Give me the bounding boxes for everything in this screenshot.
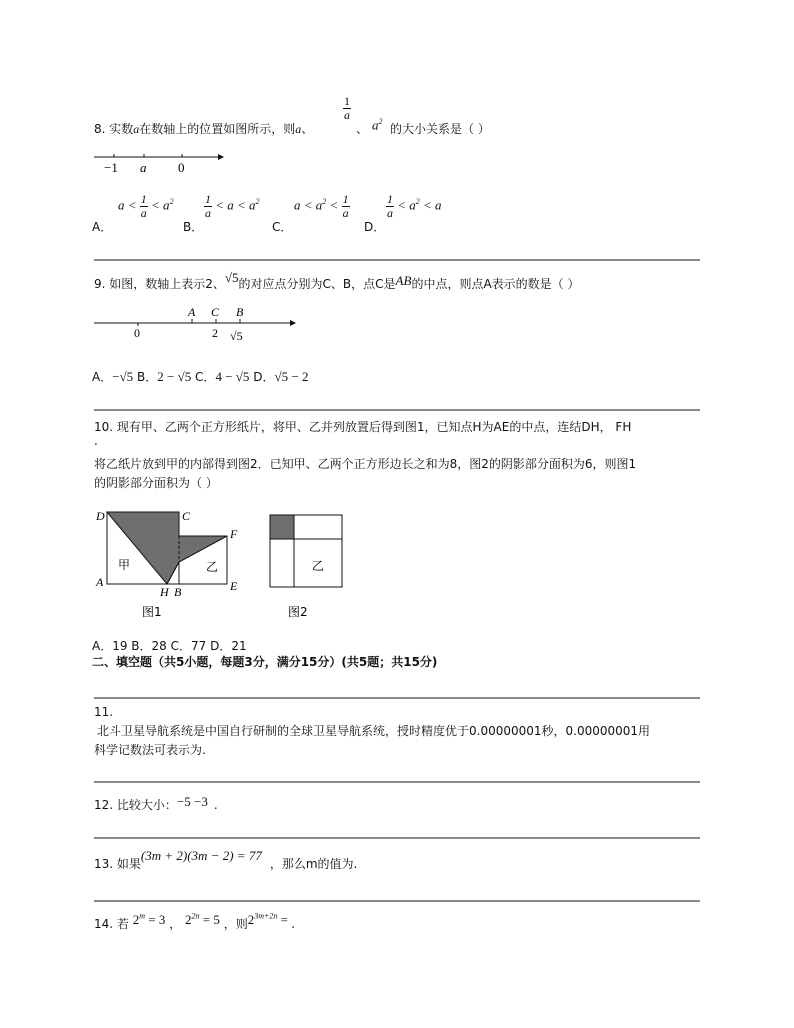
- label-yi: 乙: [312, 559, 325, 573]
- q10-figure-1: [94, 505, 254, 625]
- q11-line1: 北斗卫星导航系统是中国自行研制的全球卫星导航系统，授时精度优于0.00000001秒，0.00000001用: [97, 724, 651, 738]
- divider: [94, 697, 700, 699]
- q8-frac-1-over-a: $\frac{1}{a}$: [344, 94, 350, 122]
- q9-option-a-expr: −√5: [112, 369, 134, 384]
- axis-label-2: 2: [212, 326, 218, 340]
- q10-line1: 10. 现有甲、乙两个正方形纸片，将甲、乙并列放置后得到图1，已知点H为AE的中点，连结DH， FH: [94, 420, 632, 434]
- q8-option-d-expr: $\frac{1}{a}$ < $a^2 < a$: [387, 192, 442, 220]
- q8-stem-tail: 的大小关系是（ ）: [390, 122, 490, 136]
- q8-a-squared: $a^2$: [372, 117, 383, 133]
- q11-num: 11.: [94, 705, 114, 719]
- divider: [94, 837, 700, 839]
- axis-point-A: A: [188, 305, 196, 319]
- q10-line1b: .: [94, 434, 98, 448]
- q10-line3: 的阴影部分面积为（ ）: [94, 476, 218, 490]
- q11-line2: 科学记数法可表示为.: [94, 743, 206, 757]
- q8-option-c-label[interactable]: C．: [272, 220, 293, 234]
- label-yi: 乙: [206, 560, 219, 574]
- divider: [94, 259, 700, 261]
- label-E: E: [230, 579, 238, 593]
- q9-number-line: [94, 303, 300, 343]
- q10-line2: 将乙纸片放到甲的内部得到图2．已知甲、乙两个正方形边长之和为8，图2的阴影部分面积为6，则图1: [94, 457, 637, 471]
- q13: 13. 如果(3m + 2)(3m − 2) = 77，那么m的值为.: [94, 848, 358, 871]
- label-jia: 甲: [118, 558, 131, 572]
- label-A: A: [96, 575, 104, 589]
- q8-option-c-expr: $a < a^2$ < $\frac{1}{a}$: [294, 192, 349, 220]
- axis-label-minus1: −1: [104, 160, 118, 175]
- axis-label-a: a: [140, 160, 147, 175]
- q8-sep: 、: [356, 122, 369, 136]
- divider: [94, 781, 700, 783]
- q8-option-a-label[interactable]: A．: [92, 220, 113, 234]
- q9-option-c-label[interactable]: C．: [195, 370, 216, 384]
- q9-stem: 9. 如图，数轴上表示2、√5的对应点分别为C、B，点C是AB的中点，则点A表示的数是（ ）: [94, 270, 580, 291]
- q9-option-d-expr: √5 − 2: [274, 369, 309, 384]
- q9-option-b-expr: 2 − √5: [157, 369, 192, 384]
- caption-fig1: 图1: [142, 605, 162, 619]
- axis-label-0: 0: [134, 326, 140, 340]
- label-B: B: [174, 585, 182, 599]
- axis-label-0: 0: [178, 160, 185, 175]
- label-H: H: [160, 585, 169, 599]
- divider: [94, 409, 700, 411]
- axis-point-C: C: [211, 305, 220, 319]
- q8-option-d-label[interactable]: D．: [364, 220, 386, 234]
- label-C: C: [182, 509, 191, 523]
- q9-option-c-expr: 4 − √5: [215, 369, 250, 384]
- q8-stem: 8. 实数a在数轴上的位置如图所示，则a、: [94, 122, 314, 136]
- q8-option-b-label[interactable]: B．: [183, 220, 204, 234]
- q12: 12. 比较大小：−5 −3 .: [94, 794, 218, 812]
- label-D: D: [96, 509, 105, 523]
- q9-option-d-label[interactable]: D．: [253, 370, 275, 384]
- caption-fig2: 图2: [288, 605, 308, 619]
- q9-option-b-label[interactable]: B．: [137, 370, 158, 384]
- q8-option-a-expr: a < $\frac{1}{a}$ < $a^2$: [118, 192, 174, 220]
- label-F: F: [230, 527, 238, 541]
- divider: [94, 900, 700, 902]
- section-title-fill-blank: 二、填空题（共5小题，每题3分，满分15分）(共5题；共15分): [92, 655, 438, 669]
- q9-option-a-label[interactable]: A．: [92, 370, 113, 384]
- q10-figure-2: [266, 510, 346, 620]
- q9-options: [92, 368, 308, 385]
- q10-options[interactable]: A．19 B．28 C．77 D．21: [92, 639, 247, 653]
- axis-label-sqrt5: √5: [230, 329, 243, 343]
- q8-option-b-expr: $\frac{1}{a}$ < $a < a^2$: [205, 192, 260, 220]
- q8-number-line: [94, 148, 226, 178]
- q14: 14. 若 $2^m = 3$ ， $2^{2n} = 5$ ，则$2^{3m+2n}$ = .: [94, 911, 296, 931]
- axis-point-B: B: [236, 305, 244, 319]
